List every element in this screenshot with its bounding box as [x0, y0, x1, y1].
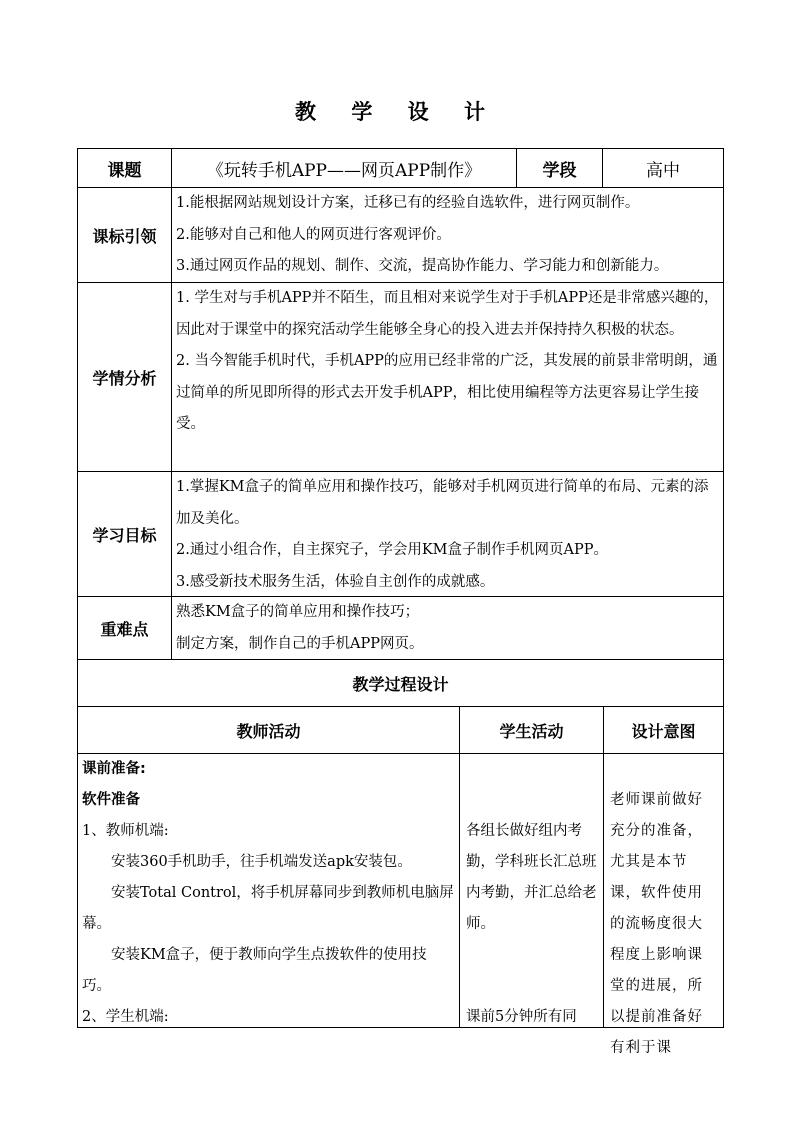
goals-paragraph: 3.感受新技术服务生活，体验自主创作的成就感。	[176, 573, 495, 590]
topic-label: 课题	[77, 148, 172, 188]
analysis-label: 学情分析	[77, 282, 172, 472]
student-activity-content	[459, 753, 604, 1028]
prep-heading: 课前准备:	[82, 761, 146, 777]
key-points-label: 重难点	[77, 596, 172, 660]
key-points-content	[171, 596, 724, 660]
key-point-line: 制定方案，制作自己的手机APP网页。	[176, 635, 424, 652]
student-pc-heading: 2、学生机端:	[82, 1009, 169, 1025]
stage-label: 学段	[516, 148, 603, 188]
standards-label: 课标引领	[77, 187, 172, 283]
goals-paragraph: 1.掌握KM盒子的简单应用和操作技巧，能够对手机网页进行简单的布局、元素的添加及美化。	[176, 479, 709, 527]
design-intent-content	[603, 753, 724, 1056]
standards-line: 3.通过网页作品的规划、制作、交流，提高协作能力、学习能力和创新能力。	[176, 258, 669, 274]
student-activity-header: 学生活动	[459, 706, 604, 754]
analysis-content	[171, 282, 724, 472]
key-point-line: 熟悉KM盒子的简单应用和操作技巧；	[176, 604, 420, 620]
teacher-pc-heading: 1、教师机端:	[82, 823, 169, 839]
analysis-paragraph: 1. 学生对与手机APP并不陌生，而且相对来说学生对于手机APP还是非常感兴趣的，因此对于课堂中的探究活动学生能够全身心的投入进去并保持持久积极的状态。	[176, 290, 719, 338]
design-intent-text: 老师课前做好充分的准备，尤其是本节课，软件使用的流畅度很大程度上影响课堂的进展，所以提前准备好有利于课	[610, 792, 703, 1056]
goals-paragraph: 2.通过小组合作，自主探究子，学会用KM盒子制作手机网页APP。	[176, 542, 608, 558]
teacher-item: 安装KM盒子，便于教师向学生点拨软件的使用技巧。	[82, 947, 427, 994]
stage-value: 高中	[602, 148, 724, 188]
design-intent-header: 设计意图	[603, 706, 724, 754]
analysis-paragraph: 2. 当今智能手机时代，手机APP的应用已经非常的广泛，其发展的前景非常明朗，通过简单的所见即所得的形式去开发手机APP，相比使用编程等方法更容易让学生接受。	[176, 353, 718, 432]
student-activity-text: 各组长做好组内考勤，学科班长汇总班内考勤，并汇总给老师。	[466, 823, 597, 932]
goals-content	[171, 471, 724, 597]
software-heading: 软件准备	[82, 792, 140, 808]
standards-line: 1.能根据网站规划设计方案，迁移已有的经验自选软件，进行网页制作。	[176, 195, 640, 211]
standards-line: 2.能够对自己和他人的网页进行客观评价。	[176, 226, 451, 243]
topic-value: 《玩转手机APP——网页APP制作》	[171, 148, 517, 188]
teacher-activity-content	[77, 753, 460, 1028]
standards-content	[171, 187, 724, 283]
teacher-activity-header: 教师活动	[77, 706, 460, 754]
teacher-item: 安装360手机助手，往手机端发送apk安装包。	[111, 854, 412, 870]
student-activity-text: 课前5分钟所有同	[466, 1009, 577, 1025]
page-title: 教 学 设 计	[295, 100, 499, 124]
goals-label: 学习目标	[77, 471, 172, 597]
teacher-item: 安装Total Control，将手机屏幕同步到教师机电脑屏幕。	[82, 885, 454, 932]
process-heading: 教学过程设计	[77, 659, 724, 707]
